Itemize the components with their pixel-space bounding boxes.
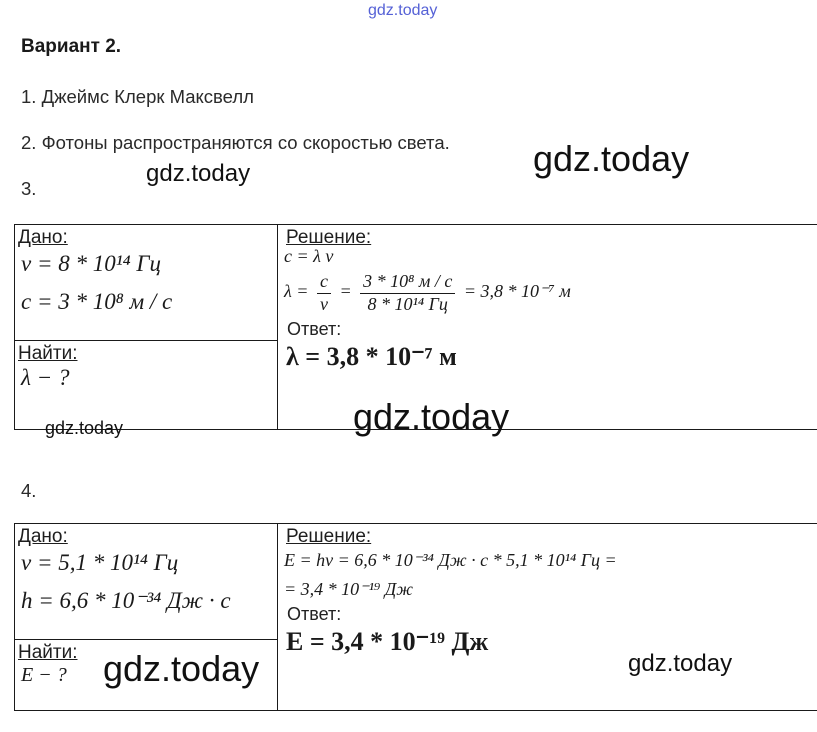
solution-calculation (278, 271, 817, 315)
answer-label: Ответ: (287, 604, 342, 624)
solution-label: Решение: (286, 227, 372, 248)
given-frequency: ν = 8 * 10¹⁴ Гц (21, 251, 161, 276)
fraction-numerator: c (317, 271, 331, 294)
given-frequency: ν = 5,1 * 10¹⁴ Гц (21, 550, 179, 575)
watermark: gdz.today (628, 650, 733, 677)
fraction-values (360, 271, 455, 315)
watermark: gdz.today (353, 396, 510, 437)
fraction-c-over-nu (317, 271, 331, 315)
given-planck-constant: h = 6,6 * 10⁻³⁴ Дж · с (21, 588, 231, 613)
given-label: Дано: (18, 526, 68, 547)
watermark: gdz.today (146, 160, 251, 187)
solution-cell (278, 524, 817, 711)
given-label: Дано: (18, 227, 68, 248)
task-4-number: 4. (21, 480, 37, 501)
watermark: gdz.today (533, 138, 690, 179)
solution-label: Решение: (286, 526, 372, 547)
task-3-number: 3. (21, 178, 37, 199)
find-cell (15, 340, 278, 429)
watermark: gdz.today (103, 648, 260, 689)
solution-formula: c = λ ν (284, 246, 334, 266)
find-value: E − ? (21, 663, 67, 686)
given-speed: c = 3 * 10⁸ м / с (21, 289, 173, 314)
given-cell (15, 524, 278, 640)
find-label: Найти: (18, 342, 78, 364)
answer-value: E = 3,4 * 10⁻¹⁹ Дж (286, 627, 489, 656)
find-value: λ − ? (21, 364, 70, 390)
solution-line-2: = 3,4 * 10⁻¹⁹ Дж (284, 579, 413, 599)
lambda-lhs: λ = (284, 281, 309, 302)
solution-line-1: E = hν = 6,6 * 10⁻³⁴ Дж · с * 5,1 * 10¹⁴ Гц = (284, 550, 617, 570)
answer-value: λ = 3,8 * 10⁻⁷ м (286, 342, 457, 372)
fraction-denominator: ν (319, 293, 328, 314)
watermark: gdz.today (45, 418, 124, 438)
given-cell (15, 225, 278, 341)
page-title: Вариант 2. (21, 36, 122, 57)
answer-line-1: 1. Джеймс Клерк Максвелл (21, 86, 254, 107)
solution-result: = 3,8 * 10⁻⁷ м (463, 281, 571, 302)
answer-label: Ответ: (287, 319, 342, 340)
fraction-denominator: 8 * 10¹⁴ Гц (367, 293, 448, 314)
watermark-top[interactable]: gdz.today (368, 2, 438, 19)
find-label: Найти: (18, 641, 78, 663)
fraction-numerator: 3 * 10⁸ м / с (360, 271, 455, 294)
equals-sign: = (339, 281, 352, 302)
answer-line-2: 2. Фотоны распространяются со скоростью света. (21, 132, 450, 153)
